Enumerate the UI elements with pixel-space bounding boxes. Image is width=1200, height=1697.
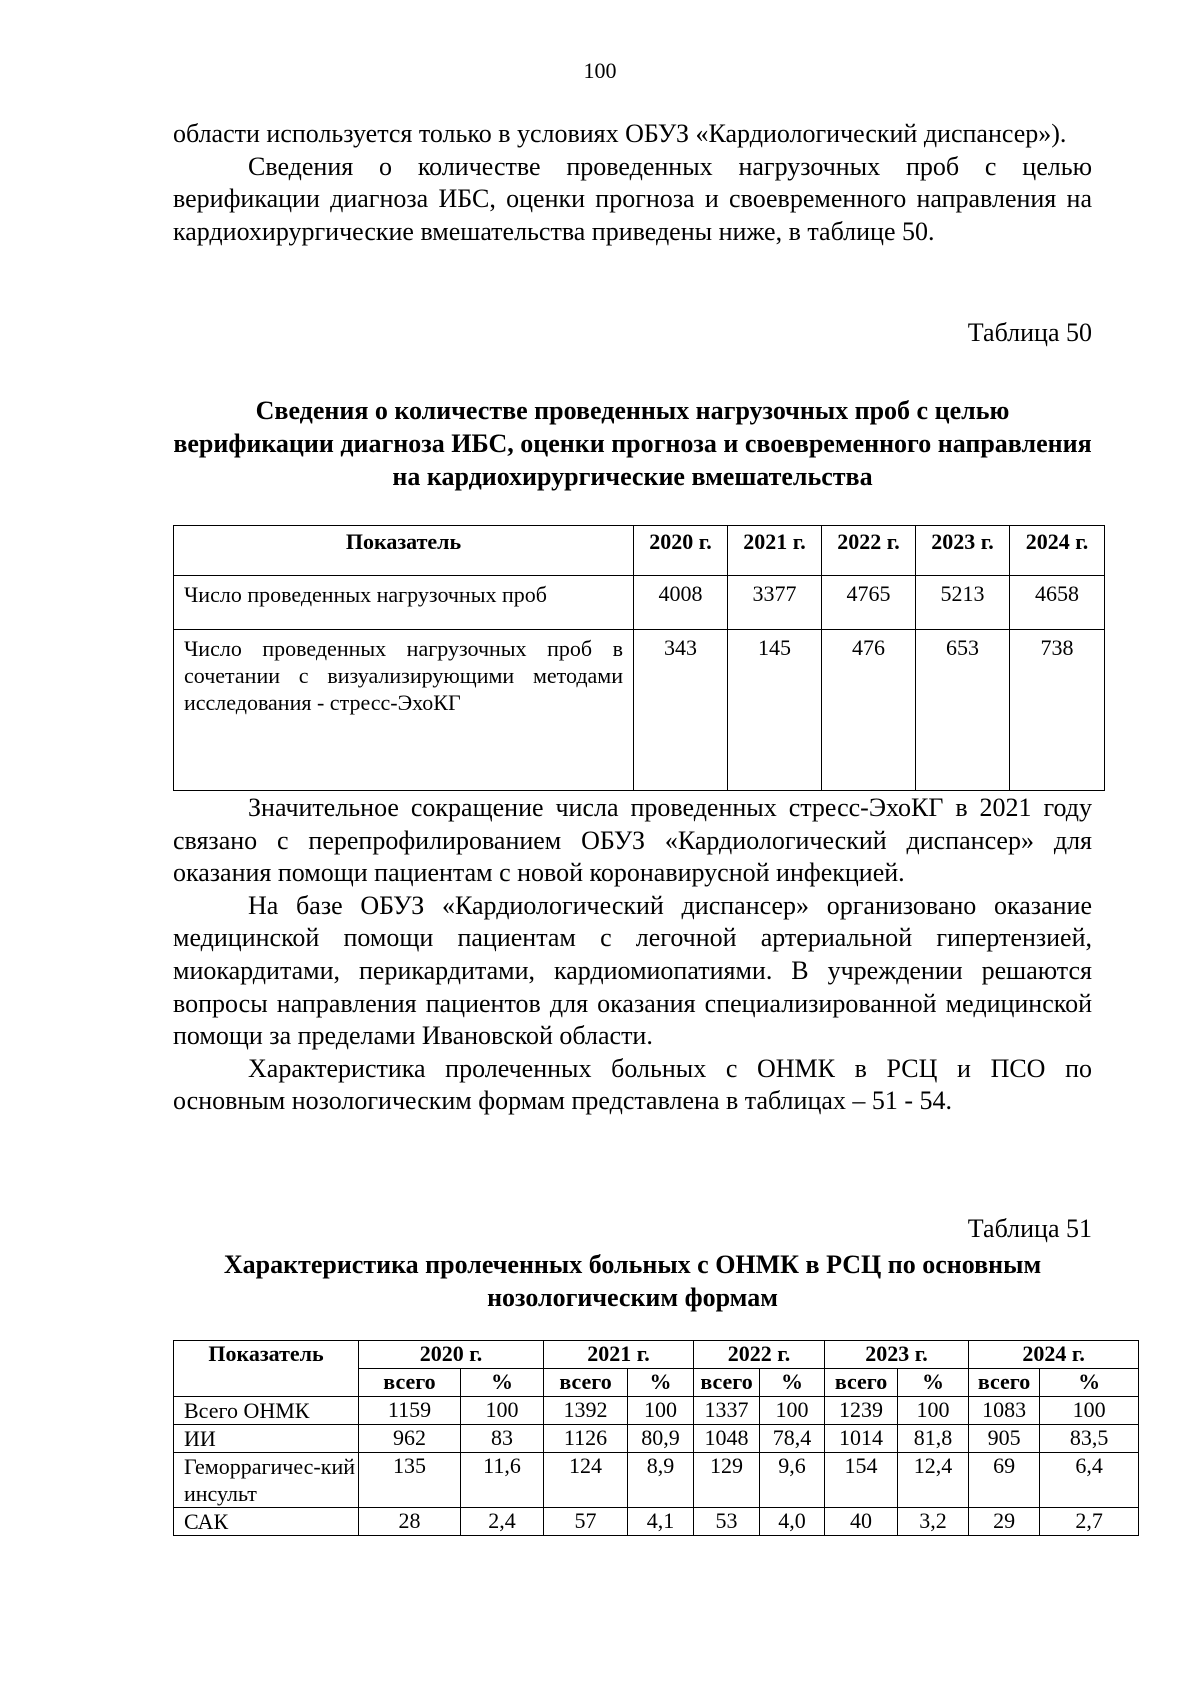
subheader-percent: % — [898, 1369, 969, 1397]
table-cell-indicator: Всего ОНМК — [174, 1397, 359, 1425]
table-cell: 100 — [760, 1397, 825, 1425]
table-cell: 653 — [916, 630, 1010, 791]
table-row — [174, 1397, 1139, 1425]
table-cell: 83 — [461, 1425, 544, 1453]
table-51-header-2022: 2022 г. — [694, 1341, 825, 1369]
table-cell: 5213 — [916, 576, 1010, 630]
table-cell: 2,4 — [461, 1508, 544, 1536]
table-cell-indicator: Число проведенных нагрузочных проб — [174, 576, 634, 630]
table-51-header-row — [174, 1341, 1139, 1369]
table-cell: 154 — [825, 1453, 898, 1508]
intro-text — [173, 118, 1092, 248]
table-50-header-2023: 2023 г. — [916, 526, 1010, 576]
table-cell: 53 — [694, 1508, 760, 1536]
table-cell: 78,4 — [760, 1425, 825, 1453]
table-cell: 135 — [359, 1453, 461, 1508]
table-51-header-2020: 2020 г. — [359, 1341, 544, 1369]
table-cell: 3,2 — [898, 1508, 969, 1536]
table-51-header-2024: 2024 г. — [969, 1341, 1139, 1369]
subheader-percent: % — [461, 1369, 544, 1397]
table-cell: 100 — [461, 1397, 544, 1425]
table-cell: 69 — [969, 1453, 1040, 1508]
subheader-total: всего — [825, 1369, 898, 1397]
table-cell-indicator: Геморрагичес-кий инсульт — [174, 1453, 359, 1508]
table-50 — [173, 525, 1105, 791]
table-cell-indicator: ИИ — [174, 1425, 359, 1453]
table-50-label: Таблица 50 — [967, 318, 1092, 347]
table-50-header-2024: 2024 г. — [1010, 526, 1105, 576]
table-51-header-2023: 2023 г. — [825, 1341, 969, 1369]
subheader-percent: % — [1040, 1369, 1139, 1397]
table-cell: 8,9 — [628, 1453, 694, 1508]
table-row — [174, 576, 1105, 630]
table-cell: 100 — [1040, 1397, 1139, 1425]
table-row — [174, 1453, 1139, 1508]
paragraph-4: На базе ОБУЗ «Кардиологический диспансер» организовано оказание медицинской помощи пациентам с легочной артериальной гипертензией, миокардитами, перикардитами, кардиомиопатиями. В учреждении решаются вопросы направления пациентов для оказания специализированной медицинской помощи за пределами Ивановской области. — [173, 890, 1092, 1051]
table-row — [174, 630, 1105, 791]
subheader-percent: % — [760, 1369, 825, 1397]
table-51-title: Характеристика пролеченных больных с ОНМК в РСЦ по основным нозологическим формам — [223, 1250, 1042, 1312]
table-cell: 28 — [359, 1508, 461, 1536]
table-cell: 80,9 — [628, 1425, 694, 1453]
table-51-header-2021: 2021 г. — [544, 1341, 694, 1369]
table-cell: 12,4 — [898, 1453, 969, 1508]
table-50-header-2022: 2022 г. — [822, 526, 916, 576]
table-cell: 1126 — [544, 1425, 628, 1453]
table-cell: 4765 — [822, 576, 916, 630]
table-row — [174, 1425, 1139, 1453]
table-cell: 1239 — [825, 1397, 898, 1425]
table-cell: 1048 — [694, 1425, 760, 1453]
table-cell: 2,7 — [1040, 1508, 1139, 1536]
table-cell: 11,6 — [461, 1453, 544, 1508]
table-cell: 905 — [969, 1425, 1040, 1453]
page-number: 100 — [583, 58, 617, 83]
table-cell: 1014 — [825, 1425, 898, 1453]
table-cell: 100 — [898, 1397, 969, 1425]
table-cell: 57 — [544, 1508, 628, 1536]
table-51 — [173, 1340, 1139, 1536]
table-50-title: Сведения о количестве проведенных нагрузочных проб с целью верификации диагноза ИБС, оценки прогноза и своевременного направления на кардиохирургические вмешательства — [173, 396, 1092, 491]
table-cell: 129 — [694, 1453, 760, 1508]
subheader-percent: % — [628, 1369, 694, 1397]
subheader-total: всего — [694, 1369, 760, 1397]
table-cell: 9,6 — [760, 1453, 825, 1508]
table-51-label: Таблица 51 — [967, 1214, 1092, 1243]
paragraph-1: области используется только в условиях ОБУЗ «Кардиологический диспансер»). — [173, 119, 1067, 148]
table-cell-indicator: САК — [174, 1508, 359, 1536]
table-cell: 29 — [969, 1508, 1040, 1536]
table-50-header-2021: 2021 г. — [728, 526, 822, 576]
table-50-header-2020: 2020 г. — [634, 526, 728, 576]
table-cell: 4008 — [634, 576, 728, 630]
table-cell: 40 — [825, 1508, 898, 1536]
table-cell: 1392 — [544, 1397, 628, 1425]
table-cell: 1159 — [359, 1397, 461, 1425]
table-cell: 1083 — [969, 1397, 1040, 1425]
paragraph-2: Сведения о количестве проведенных нагрузочных проб с целью верификации диагноза ИБС, оценки прогноза и своевременного направления на кардиохирургические вмешательства приведены ниже, в таблице 50. — [173, 151, 1092, 246]
paragraph-5: Характеристика пролеченных больных с ОНМК в РСЦ и ПСО по основным нозологическим формам представлена в таблицах – 51 - 54. — [173, 1053, 1092, 1116]
table-cell: 3377 — [728, 576, 822, 630]
table-cell: 4658 — [1010, 576, 1105, 630]
table-cell: 476 — [822, 630, 916, 791]
table-cell: 81,8 — [898, 1425, 969, 1453]
paragraph-3: Значительное сокращение числа проведенных стресс-ЭхоКГ в 2021 году связано с перепрофилированием ОБУЗ «Кардиологический диспансер» для оказания помощи пациентам с новой коронавирусной инфекцией. — [173, 793, 1092, 888]
table-50-header-indicator: Показатель — [174, 526, 634, 576]
subheader-total: всего — [544, 1369, 628, 1397]
table-50-header-row — [174, 526, 1105, 576]
table-row — [174, 1508, 1139, 1536]
table-51-header-indicator: Показатель — [174, 1341, 359, 1397]
subheader-total: всего — [359, 1369, 461, 1397]
table-cell: 738 — [1010, 630, 1105, 791]
table-cell: 4,0 — [760, 1508, 825, 1536]
table-cell: 962 — [359, 1425, 461, 1453]
table-cell: 145 — [728, 630, 822, 791]
body-text — [173, 792, 1092, 1118]
table-cell: 1337 — [694, 1397, 760, 1425]
table-cell: 343 — [634, 630, 728, 791]
table-cell: 124 — [544, 1453, 628, 1508]
table-cell: 4,1 — [628, 1508, 694, 1536]
table-cell: 100 — [628, 1397, 694, 1425]
subheader-total: всего — [969, 1369, 1040, 1397]
table-cell: 83,5 — [1040, 1425, 1139, 1453]
table-cell: 6,4 — [1040, 1453, 1139, 1508]
table-cell-indicator: Число проведенных нагрузочных проб в сочетании с визуализирующими методами исследования - стресс-ЭхоКГ — [174, 630, 634, 791]
